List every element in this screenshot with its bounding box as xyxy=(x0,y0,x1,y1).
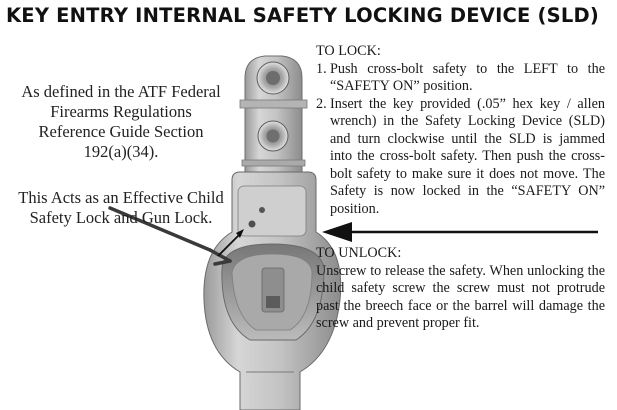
step-number: 2. xyxy=(316,95,327,112)
step-text: Push cross-bolt safety to the LEFT to the “SAFETY ON” position. xyxy=(330,60,605,94)
to-lock-heading: TO LOCK: xyxy=(316,43,381,59)
to-unlock-heading: TO UNLOCK: xyxy=(316,245,402,261)
step-number: 1. xyxy=(316,60,327,77)
to-lock-section xyxy=(316,43,605,218)
lock-step xyxy=(316,96,605,219)
pointer-arrow xyxy=(322,222,598,242)
barrel-assembly xyxy=(240,56,307,180)
unlock-text: Unscrew to release the safety. When unlocking the child safety screw the screw must not protrude past the breech face or the barrel will damage the screw and prevent proper fit. xyxy=(316,262,605,331)
lock-step xyxy=(316,61,605,96)
step-text: Insert the key provided (.05” hex key / allen wrench) in the Safety Locking Device (SLD) and turn clockwise until the SLD is jammed into the cross-bolt safety. Then push the cross-bolt safety to make sure it does not move. The Safety is now locked in the “SAFETY ON” position. xyxy=(330,95,605,217)
child-safety-statement: This Acts as an Effective Child Safety Lock and Gun Lock. xyxy=(18,188,224,227)
sld-keyhole xyxy=(249,221,256,228)
page-title: KEY ENTRY INTERNAL SAFETY LOCKING DEVICE (SLD) xyxy=(6,4,600,27)
atf-definition-text: As defined in the ATF Federal Firearms Regulations Reference Guide Section 192(a)(34). xyxy=(21,82,221,161)
to-unlock-section xyxy=(316,245,605,333)
